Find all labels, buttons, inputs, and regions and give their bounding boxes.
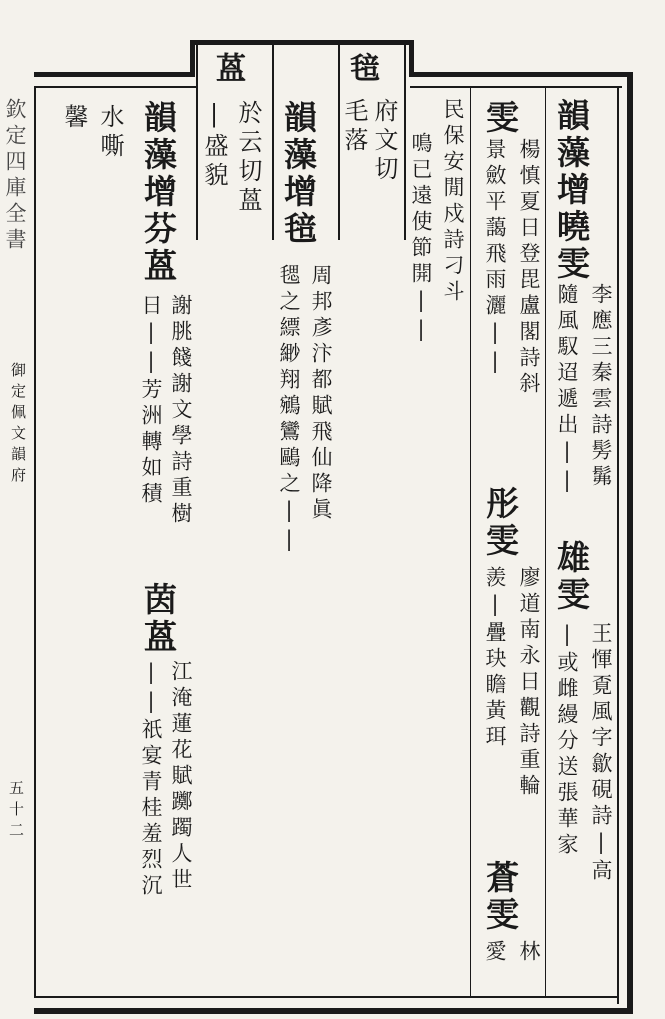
inner-border-top (34, 86, 196, 88)
entry-text: 水嘶 (96, 104, 124, 162)
entry-title: 雯 (481, 100, 520, 137)
pronunciation-note: 府文切 (370, 98, 398, 185)
col-divider (272, 40, 274, 240)
left-header-char: 蒕 (210, 52, 245, 82)
outer-border-top-left (34, 72, 194, 77)
entry-text: ||祇宴青桂羞烈沉 (139, 660, 163, 900)
entry-title: 雄雯 (552, 540, 591, 614)
entry-title: 韻藻增芬蒕 (139, 100, 178, 285)
entry-text: 毸之縹緲翔鵷鸞鷗之|| (277, 264, 301, 556)
tab-border-right (409, 40, 414, 77)
col-divider (404, 40, 406, 240)
entry-text: 周邦彥汴都賦飛仙降眞 (309, 264, 333, 524)
inner-border-right (617, 86, 619, 1004)
outer-border-bottom (34, 1008, 633, 1014)
col-divider (470, 86, 471, 996)
pronunciation-note: 於云切蒕 (234, 100, 262, 216)
entry-text: 鳴已遠使節開|| (409, 132, 433, 346)
entry-text: 廖道南永日觀詩重輪 (517, 566, 541, 800)
inner-border-bottom (34, 996, 619, 998)
margin-rule (34, 88, 36, 998)
col-divider (545, 86, 546, 996)
entry-text: 馨 (60, 104, 88, 133)
entry-text: 景斂平藹飛雨灑|| (483, 138, 507, 378)
entry-text: 林 (517, 940, 541, 966)
entry-title: 韻藻增毰 (279, 100, 318, 248)
entry-text: 楊慎夏日登毘盧閣詩斜 (517, 138, 541, 398)
entry-title: 韻藻增曉雯 (552, 98, 591, 283)
definition-note: 毛落 (340, 98, 368, 156)
col-divider (196, 40, 198, 240)
outer-border-right (627, 72, 633, 1014)
tab-border-left (190, 40, 195, 77)
margin-page-number: 五十二 (7, 780, 25, 843)
tab-border-top (190, 40, 414, 45)
entry-text: 羨|疊玦瞻黃珥 (483, 566, 507, 751)
margin-work-title: 御定佩文韻府 (9, 362, 27, 488)
entry-title: 茵蒕 (139, 582, 178, 656)
entry-text: 李應三秦雲詩髣髴 (589, 283, 613, 491)
right-header-char: 毰 (344, 52, 379, 82)
entry-text: 日||芳洲轉如積 (139, 294, 163, 508)
entry-title: 彤雯 (481, 486, 520, 560)
entry-text: 愛 (483, 940, 507, 966)
margin-book-title: 欽定四庫全書 (3, 98, 27, 254)
entry-text: |或雌縵分送張華家 (555, 622, 579, 859)
entry-text: 民保安閒戍詩刁斗 (441, 98, 465, 306)
entry-title: 蒼雯 (481, 860, 520, 934)
entry-text: 謝朓餞謝文學詩重樹 (169, 294, 193, 528)
inner-border-top-right (410, 86, 622, 88)
entry-text: 王惲覔風字歙硯詩|高 (589, 622, 613, 885)
outer-border-top-right (410, 72, 632, 77)
definition-note: |盛貌 (200, 100, 228, 191)
entry-text: 隨風馭迢遞出|| (555, 283, 579, 497)
entry-text: 江淹蓮花賦躑躅人世 (169, 660, 193, 894)
